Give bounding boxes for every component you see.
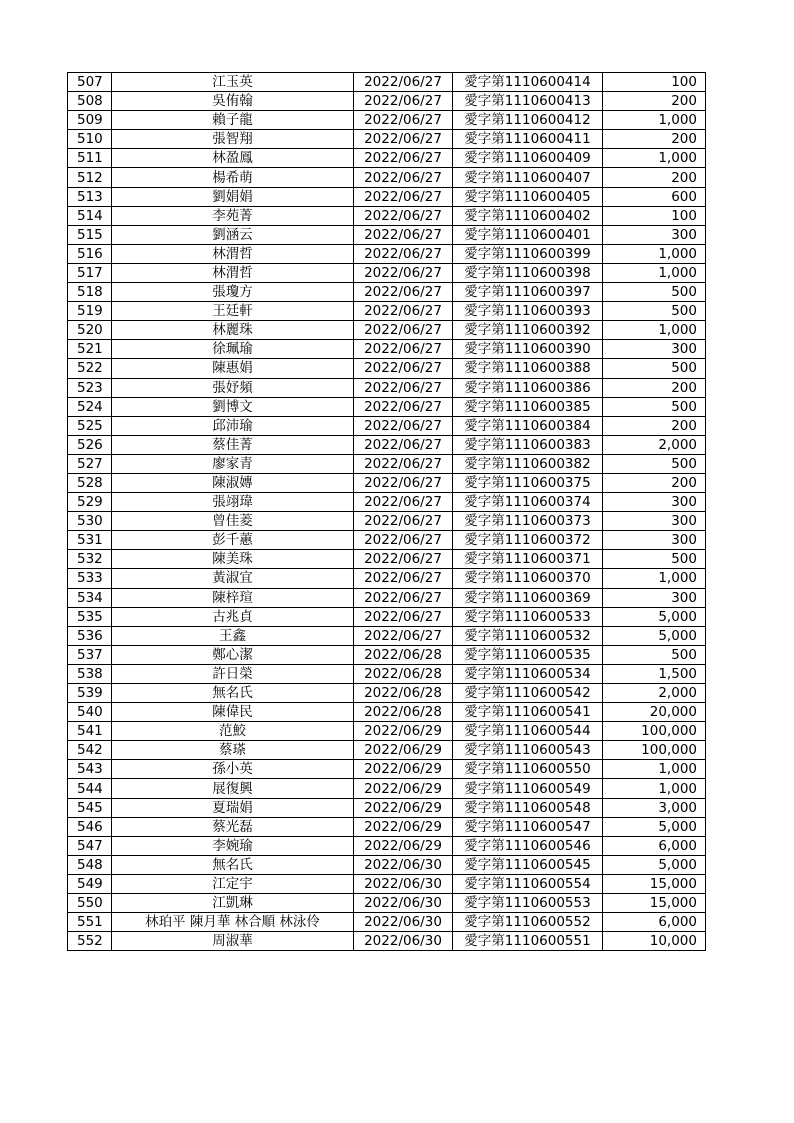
table-row	[68, 626, 706, 645]
donation-amount: 200	[603, 92, 706, 111]
row-number: 536	[68, 626, 112, 645]
receipt-number: 愛字第1110600542	[453, 684, 603, 703]
donation-amount: 100	[603, 206, 706, 225]
donation-date: 2022/06/30	[354, 932, 453, 951]
donation-amount: 2,000	[603, 435, 706, 454]
row-number: 525	[68, 416, 112, 435]
donation-amount: 2,000	[603, 684, 706, 703]
table-row	[68, 932, 706, 951]
table-row	[68, 378, 706, 397]
donation-amount: 1,500	[603, 664, 706, 683]
donation-date: 2022/06/27	[354, 397, 453, 416]
table-row	[68, 244, 706, 263]
receipt-number: 愛字第1110600546	[453, 836, 603, 855]
donation-table	[67, 72, 706, 951]
row-number: 538	[68, 664, 112, 683]
donor-name: 陳惠娟	[112, 359, 354, 378]
donor-name: 江定宇	[112, 874, 354, 893]
donor-name: 范鮫	[112, 722, 354, 741]
receipt-number: 愛字第1110600547	[453, 817, 603, 836]
donation-date: 2022/06/29	[354, 798, 453, 817]
donation-date: 2022/06/28	[354, 684, 453, 703]
donation-amount: 500	[603, 397, 706, 416]
row-number: 526	[68, 435, 112, 454]
receipt-number: 愛字第1110600372	[453, 531, 603, 550]
row-number: 552	[68, 932, 112, 951]
receipt-number: 愛字第1110600369	[453, 588, 603, 607]
donation-date: 2022/06/29	[354, 836, 453, 855]
donation-date: 2022/06/29	[354, 741, 453, 760]
receipt-number: 愛字第1110600401	[453, 225, 603, 244]
receipt-number: 愛字第1110600550	[453, 760, 603, 779]
table-row	[68, 798, 706, 817]
donor-name: 江凱琳	[112, 894, 354, 913]
receipt-number: 愛字第1110600399	[453, 244, 603, 263]
receipt-number: 愛字第1110600409	[453, 149, 603, 168]
donor-name: 陳美珠	[112, 550, 354, 569]
table-row	[68, 321, 706, 340]
receipt-number: 愛字第1110600412	[453, 111, 603, 130]
receipt-number: 愛字第1110600411	[453, 130, 603, 149]
donor-name: 陳梓瑄	[112, 588, 354, 607]
row-number: 542	[68, 741, 112, 760]
row-number: 513	[68, 187, 112, 206]
donor-name: 林珀平 陳月華 林合順 林泳伶	[112, 913, 354, 932]
donor-name: 陳淑嫥	[112, 473, 354, 492]
donation-amount: 100	[603, 73, 706, 92]
donation-date: 2022/06/29	[354, 760, 453, 779]
donation-date: 2022/06/29	[354, 779, 453, 798]
row-number: 539	[68, 684, 112, 703]
receipt-number: 愛字第1110600402	[453, 206, 603, 225]
donor-name: 林麗珠	[112, 321, 354, 340]
receipt-number: 愛字第1110600548	[453, 798, 603, 817]
table-row	[68, 817, 706, 836]
donation-amount: 1,000	[603, 149, 706, 168]
table-row	[68, 703, 706, 722]
donation-date: 2022/06/28	[354, 645, 453, 664]
donation-amount: 10,000	[603, 932, 706, 951]
receipt-number: 愛字第1110600407	[453, 168, 603, 187]
donor-name: 張翊瑋	[112, 493, 354, 512]
row-number: 537	[68, 645, 112, 664]
table-row	[68, 302, 706, 321]
donation-date: 2022/06/27	[354, 588, 453, 607]
donation-amount: 200	[603, 378, 706, 397]
donation-date: 2022/06/27	[354, 92, 453, 111]
donation-amount: 1,000	[603, 244, 706, 263]
row-number: 551	[68, 913, 112, 932]
donation-amount: 1,000	[603, 760, 706, 779]
donation-date: 2022/06/27	[354, 607, 453, 626]
receipt-number: 愛字第1110600385	[453, 397, 603, 416]
row-number: 518	[68, 283, 112, 302]
receipt-number: 愛字第1110600413	[453, 92, 603, 111]
row-number: 550	[68, 894, 112, 913]
donation-date: 2022/06/27	[354, 626, 453, 645]
receipt-number: 愛字第1110600414	[453, 73, 603, 92]
donation-date: 2022/06/30	[354, 874, 453, 893]
row-number: 512	[68, 168, 112, 187]
row-number: 548	[68, 855, 112, 874]
donation-date: 2022/06/27	[354, 378, 453, 397]
table-row	[68, 607, 706, 626]
donation-date: 2022/06/27	[354, 569, 453, 588]
receipt-number: 愛字第1110600551	[453, 932, 603, 951]
donation-amount: 15,000	[603, 874, 706, 893]
donation-amount: 500	[603, 359, 706, 378]
table-row	[68, 645, 706, 664]
row-number: 546	[68, 817, 112, 836]
donor-name: 江玉英	[112, 73, 354, 92]
donation-amount: 20,000	[603, 703, 706, 722]
row-number: 531	[68, 531, 112, 550]
table-row	[68, 473, 706, 492]
table-row	[68, 894, 706, 913]
donation-date: 2022/06/28	[354, 664, 453, 683]
donation-date: 2022/06/27	[354, 473, 453, 492]
receipt-number: 愛字第1110600549	[453, 779, 603, 798]
row-number: 517	[68, 263, 112, 282]
donation-date: 2022/06/27	[354, 149, 453, 168]
receipt-number: 愛字第1110600544	[453, 722, 603, 741]
donor-name: 張妤頻	[112, 378, 354, 397]
table-row	[68, 836, 706, 855]
donation-table-body	[68, 73, 706, 951]
donor-name: 蔡光磊	[112, 817, 354, 836]
donor-name: 蔡佳菁	[112, 435, 354, 454]
donation-amount: 300	[603, 225, 706, 244]
donation-date: 2022/06/27	[354, 302, 453, 321]
donation-amount: 500	[603, 283, 706, 302]
donation-amount: 15,000	[603, 894, 706, 913]
table-row	[68, 913, 706, 932]
donation-amount: 300	[603, 512, 706, 531]
donation-amount: 1,000	[603, 779, 706, 798]
row-number: 510	[68, 130, 112, 149]
donation-date: 2022/06/30	[354, 855, 453, 874]
donor-name: 曾佳菱	[112, 512, 354, 531]
table-row	[68, 149, 706, 168]
donor-name: 楊希萌	[112, 168, 354, 187]
table-row	[68, 741, 706, 760]
donation-amount: 500	[603, 302, 706, 321]
receipt-number: 愛字第1110600534	[453, 664, 603, 683]
donation-amount: 500	[603, 550, 706, 569]
receipt-number: 愛字第1110600384	[453, 416, 603, 435]
donor-name: 賴子龍	[112, 111, 354, 130]
donor-name: 周淑華	[112, 932, 354, 951]
table-row	[68, 454, 706, 473]
donation-date: 2022/06/27	[354, 130, 453, 149]
donor-name: 劉涵云	[112, 225, 354, 244]
table-row	[68, 340, 706, 359]
row-number: 507	[68, 73, 112, 92]
receipt-number: 愛字第1110600374	[453, 493, 603, 512]
receipt-number: 愛字第1110600393	[453, 302, 603, 321]
donor-name: 孫小英	[112, 760, 354, 779]
table-row	[68, 779, 706, 798]
donation-date: 2022/06/27	[354, 283, 453, 302]
donation-amount: 300	[603, 493, 706, 512]
donation-amount: 100,000	[603, 741, 706, 760]
donation-date: 2022/06/27	[354, 454, 453, 473]
receipt-number: 愛字第1110600373	[453, 512, 603, 531]
donor-name: 劉娟娟	[112, 187, 354, 206]
row-number: 527	[68, 454, 112, 473]
row-number: 547	[68, 836, 112, 855]
table-row	[68, 187, 706, 206]
receipt-number: 愛字第1110600545	[453, 855, 603, 874]
donor-name: 王廷軒	[112, 302, 354, 321]
donor-name: 李婉瑜	[112, 836, 354, 855]
table-row	[68, 855, 706, 874]
row-number: 522	[68, 359, 112, 378]
row-number: 530	[68, 512, 112, 531]
donation-date: 2022/06/27	[354, 187, 453, 206]
receipt-number: 愛字第1110600397	[453, 283, 603, 302]
receipt-number: 愛字第1110600552	[453, 913, 603, 932]
row-number: 535	[68, 607, 112, 626]
receipt-number: 愛字第1110600533	[453, 607, 603, 626]
donation-amount: 5,000	[603, 607, 706, 626]
donor-name: 夏瑞娟	[112, 798, 354, 817]
donation-amount: 200	[603, 168, 706, 187]
donation-date: 2022/06/27	[354, 340, 453, 359]
donor-name: 鄭心潔	[112, 645, 354, 664]
receipt-number: 愛字第1110600386	[453, 378, 603, 397]
row-number: 511	[68, 149, 112, 168]
donation-amount: 600	[603, 187, 706, 206]
receipt-number: 愛字第1110600383	[453, 435, 603, 454]
donor-name: 無名氏	[112, 855, 354, 874]
donation-amount: 1,000	[603, 263, 706, 282]
row-number: 524	[68, 397, 112, 416]
donation-amount: 3,000	[603, 798, 706, 817]
donor-name: 廖家青	[112, 454, 354, 473]
receipt-number: 愛字第1110600392	[453, 321, 603, 340]
donation-date: 2022/06/27	[354, 359, 453, 378]
donation-amount: 200	[603, 130, 706, 149]
table-row	[68, 92, 706, 111]
donor-name: 林渭哲	[112, 244, 354, 263]
table-row	[68, 435, 706, 454]
donation-amount: 5,000	[603, 817, 706, 836]
row-number: 521	[68, 340, 112, 359]
table-row	[68, 684, 706, 703]
receipt-number: 愛字第1110600398	[453, 263, 603, 282]
row-number: 545	[68, 798, 112, 817]
donation-date: 2022/06/30	[354, 913, 453, 932]
donor-name: 吳侑翰	[112, 92, 354, 111]
donor-name: 張瓊方	[112, 283, 354, 302]
receipt-number: 愛字第1110600405	[453, 187, 603, 206]
row-number: 529	[68, 493, 112, 512]
table-row	[68, 283, 706, 302]
donation-date: 2022/06/27	[354, 168, 453, 187]
row-number: 541	[68, 722, 112, 741]
receipt-number: 愛字第1110600390	[453, 340, 603, 359]
table-row	[68, 512, 706, 531]
donation-date: 2022/06/27	[354, 263, 453, 282]
donation-date: 2022/06/29	[354, 722, 453, 741]
table-row	[68, 493, 706, 512]
donation-amount: 100,000	[603, 722, 706, 741]
row-number: 543	[68, 760, 112, 779]
donor-name: 張智翔	[112, 130, 354, 149]
row-number: 514	[68, 206, 112, 225]
donation-amount: 300	[603, 340, 706, 359]
donation-date: 2022/06/27	[354, 512, 453, 531]
donation-amount: 200	[603, 473, 706, 492]
receipt-number: 愛字第1110600371	[453, 550, 603, 569]
donor-name: 許日榮	[112, 664, 354, 683]
donor-name: 林渭哲	[112, 263, 354, 282]
receipt-number: 愛字第1110600388	[453, 359, 603, 378]
donation-date: 2022/06/27	[354, 493, 453, 512]
donation-date: 2022/06/27	[354, 111, 453, 130]
donor-name: 王鑫	[112, 626, 354, 645]
receipt-number: 愛字第1110600543	[453, 741, 603, 760]
donor-name: 展復興	[112, 779, 354, 798]
receipt-number: 愛字第1110600375	[453, 473, 603, 492]
donation-amount: 5,000	[603, 855, 706, 874]
donation-amount: 1,000	[603, 321, 706, 340]
donation-amount: 6,000	[603, 836, 706, 855]
receipt-number: 愛字第1110600541	[453, 703, 603, 722]
row-number: 540	[68, 703, 112, 722]
receipt-number: 愛字第1110600370	[453, 569, 603, 588]
donor-name: 彭千蕙	[112, 531, 354, 550]
table-row	[68, 359, 706, 378]
donation-amount: 6,000	[603, 913, 706, 932]
table-row	[68, 874, 706, 893]
receipt-number: 愛字第1110600553	[453, 894, 603, 913]
row-number: 523	[68, 378, 112, 397]
row-number: 549	[68, 874, 112, 893]
donation-amount: 5,000	[603, 626, 706, 645]
donation-date: 2022/06/27	[354, 73, 453, 92]
donation-amount: 300	[603, 531, 706, 550]
donor-name: 無名氏	[112, 684, 354, 703]
donation-amount: 300	[603, 588, 706, 607]
table-row	[68, 760, 706, 779]
row-number: 533	[68, 569, 112, 588]
row-number: 544	[68, 779, 112, 798]
donation-date: 2022/06/30	[354, 894, 453, 913]
receipt-number: 愛字第1110600382	[453, 454, 603, 473]
table-row	[68, 130, 706, 149]
row-number: 532	[68, 550, 112, 569]
table-row	[68, 416, 706, 435]
row-number: 519	[68, 302, 112, 321]
donation-amount: 1,000	[603, 111, 706, 130]
donor-name: 劉博文	[112, 397, 354, 416]
row-number: 515	[68, 225, 112, 244]
donation-date: 2022/06/28	[354, 703, 453, 722]
donation-date: 2022/06/27	[354, 225, 453, 244]
donation-date: 2022/06/27	[354, 206, 453, 225]
table-row	[68, 550, 706, 569]
table-row	[68, 397, 706, 416]
donation-amount: 500	[603, 454, 706, 473]
receipt-number: 愛字第1110600532	[453, 626, 603, 645]
table-row	[68, 263, 706, 282]
table-row	[68, 225, 706, 244]
table-row	[68, 569, 706, 588]
donation-date: 2022/06/27	[354, 416, 453, 435]
table-row	[68, 111, 706, 130]
row-number: 528	[68, 473, 112, 492]
table-row	[68, 531, 706, 550]
donor-name: 黃淑宜	[112, 569, 354, 588]
donor-name: 邱沛瑜	[112, 416, 354, 435]
donor-name: 古兆貞	[112, 607, 354, 626]
receipt-number: 愛字第1110600535	[453, 645, 603, 664]
donation-date: 2022/06/29	[354, 817, 453, 836]
table-row	[68, 664, 706, 683]
donation-date: 2022/06/27	[354, 244, 453, 263]
donor-name: 徐珮瑜	[112, 340, 354, 359]
donation-date: 2022/06/27	[354, 531, 453, 550]
row-number: 534	[68, 588, 112, 607]
donation-date: 2022/06/27	[354, 321, 453, 340]
donation-date: 2022/06/27	[354, 550, 453, 569]
table-row	[68, 168, 706, 187]
donation-amount: 200	[603, 416, 706, 435]
receipt-number: 愛字第1110600554	[453, 874, 603, 893]
donor-name: 林盈鳳	[112, 149, 354, 168]
donation-amount: 1,000	[603, 569, 706, 588]
donor-name: 李苑菁	[112, 206, 354, 225]
donor-name: 陳偉民	[112, 703, 354, 722]
donor-name: 蔡瑹	[112, 741, 354, 760]
table-row	[68, 588, 706, 607]
row-number: 520	[68, 321, 112, 340]
donation-date: 2022/06/27	[354, 435, 453, 454]
table-row	[68, 73, 706, 92]
row-number: 508	[68, 92, 112, 111]
row-number: 509	[68, 111, 112, 130]
donation-amount: 500	[603, 645, 706, 664]
table-row	[68, 722, 706, 741]
row-number: 516	[68, 244, 112, 263]
table-row	[68, 206, 706, 225]
